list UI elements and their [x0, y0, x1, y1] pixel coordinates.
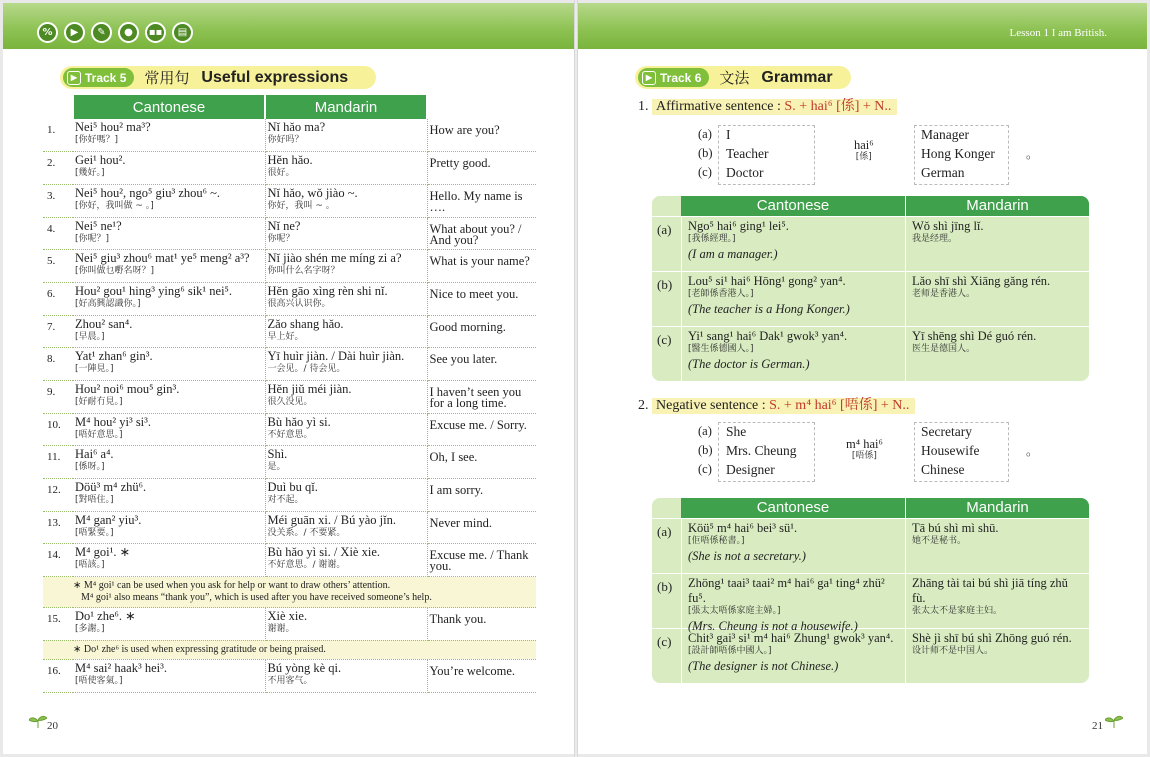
english-meaning: How are you? — [427, 119, 536, 152]
grammar-example-row: (c) Yi¹ sang¹ hai⁶ Dak¹ gwok³ yan⁴. [醫生係德國人。] (The doctor is German.) Yī shēng shì Dé guó rén. 医生是德国人。 — [652, 326, 1089, 381]
expression-row: 14. M⁴ goi¹. ∗ [唔該。] Bù hǎo yì si. / Xiè xie. 不好意思。/ 谢谢。 Excuse me. / Thank you. — [43, 544, 536, 577]
expressions-table — [43, 95, 537, 693]
play-icon: ▶ — [642, 71, 656, 85]
cantonese-characters: [唔使客氣。] — [75, 675, 123, 686]
cantonese-characters: [係呀。] — [75, 462, 105, 473]
english-meaning: Never mind. — [427, 511, 536, 544]
cantonese-characters: [唔該。] — [75, 560, 105, 571]
affirmative-nouns: Manager Hong Konger German — [921, 127, 995, 180]
lesson-title: Lesson 1 I am British. — [1009, 27, 1107, 39]
expression-row: 12. Döü³ m⁴ zhü⁶. [對唔住。] Duì bu qǐ. 对不起。 I am sorry. — [43, 479, 536, 512]
cantonese-romanization: Köü⁵ m⁴ hai⁶ bei³ sü¹. — [688, 521, 798, 535]
section-title-zh: 文法 — [719, 69, 750, 87]
english-meaning: See you later. — [427, 348, 536, 381]
cantonese-romanization: Zhöng¹ taai³ taai² m⁴ hai⁶ ga¹ ting⁴ zhü² fu⁵. — [688, 576, 885, 605]
cantonese-romanization: Yat¹ zhan⁶ gin³. — [75, 349, 153, 364]
toolbar — [37, 22, 193, 43]
cantonese-romanization: Nei⁵ hou² ma³? — [75, 120, 151, 134]
section-header-grammar — [635, 66, 851, 89]
mandarin-pinyin: Duì bu qǐ. — [267, 480, 318, 495]
cantonese-romanization: Yi¹ sang¹ hai⁶ Dak¹ gwok³ yan⁴. — [688, 329, 848, 343]
cantonese-characters: [早晨。] — [75, 331, 105, 342]
cantonese-romanization: Döü³ m⁴ zhü⁶. — [75, 480, 147, 495]
english-meaning: I haven’t seen you for a long time. — [427, 381, 536, 414]
mandarin-characters: 你呢？ — [267, 233, 295, 244]
cantonese-romanization: Nei⁵ giu³ zhou⁶ mat¹ ye⁵ meng² a³? — [75, 251, 250, 266]
cantonese-romanization: M⁴ goi¹. ∗ — [75, 545, 131, 560]
mandarin-characters: 谢谢。 — [267, 624, 295, 635]
english-translation: (The designer is not Chinese.) — [688, 659, 839, 673]
note-do-zhe: ∗ Do¹ zhe⁶ is used when expressing gratitude or being praised. — [43, 640, 536, 659]
pair-icon[interactable]: ▪▪ — [145, 22, 166, 43]
mandarin-characters: 对不起。 — [267, 495, 304, 506]
expression-row: 8. Yat¹ zhan⁶ gin³. [一陣見。] Yī huìr jiàn. / Dài huìr jiàn. 一会见。/ 待会见。 See you later. — [43, 348, 536, 381]
affirmative-verb: hai⁶ [係] — [854, 138, 874, 162]
english-meaning: What is your name? — [427, 250, 536, 283]
cantonese-characters: [你好，我叫做 ~ 。] — [75, 200, 154, 211]
grammar-example-row: (a) Köü⁵ m⁴ hai⁶ bei³ sü¹. [佢唔係秘書。] (She is not a secretary.) Tā bú shì mì shū. 她不是秘书。 — [652, 518, 1089, 573]
negative-heading: 2. Negative sentence : S. + m⁴ hai⁶ [唔係] + N.. — [638, 394, 915, 414]
percent-icon[interactable]: % — [37, 22, 58, 43]
mandarin-pinyin: Nǐ jiào shén me míng zi a? — [267, 251, 402, 266]
affirmative-labels: (a) (b) (c) — [698, 127, 713, 179]
page-number: 21 — [1092, 720, 1103, 732]
mandarin-characters: 很好。 — [267, 168, 295, 179]
mandarin-characters: 张太太不是家庭主妇。 — [912, 606, 1003, 616]
cantonese-characters: [幾好。] — [75, 168, 105, 179]
mandarin-pinyin: Yī huìr jiàn. / Dài huìr jiàn. — [267, 349, 405, 364]
mandarin-pinyin: Shì. — [267, 447, 288, 462]
mandarin-characters: 设计师不是中国人。 — [912, 646, 994, 656]
cantonese-characters: [張太太唔係家庭主婦。] — [688, 606, 781, 616]
mandarin-characters: 早上好。 — [267, 331, 304, 342]
english-meaning: Excuse me. / Sorry. — [427, 413, 536, 446]
cantonese-romanization: Gei¹ hou². — [75, 153, 126, 168]
top-banner — [578, 3, 1147, 49]
mandarin-pinyin: Bú yòng kè qi. — [267, 660, 342, 675]
cantonese-characters: [你呢？] — [75, 233, 110, 244]
mandarin-characters: 没关系。/ 不要紧。 — [267, 527, 346, 538]
negative-examples: Cantonese Mandarin (a) Köü⁵ m⁴ hai⁶ bei³ sü¹. [佢唔係秘書。] (She is not a secretary.) Tā bú shì mì shū. 她不是秘书。 (b) Zhöng¹ taai³ taai² m⁴ hai⁶ ga¹ ting⁴ zhü² fu⁵. [張太太唔係家庭主婦。] (Mrs. Cheung is not a housewife.) Zhāng tài tai bú shì jiā tíng zhǔ fù. 张太太不是家庭主妇。 (c) Chit³ gai³ si¹ m⁴ hai⁶ Zhung¹ gwok³ yan⁴. [設計師唔係中國人。] (The designer is not Chinese.) Shè jì shī bú shì Zhōng guó rén. 设计师不是中国人。 — [652, 498, 1089, 683]
mandarin-pinyin: Nǐ ne? — [267, 218, 301, 233]
section-header-expressions — [60, 66, 376, 89]
expression-row: 16. M⁴ sai² haak³ hei³. [唔使客氣。] Bú yòng kè qi. 不用客气。 You’re welcome. — [43, 659, 536, 692]
play-icon[interactable]: ▶ — [64, 22, 85, 43]
negative-subjects: She Mrs. Cheung Designer — [726, 424, 797, 477]
cantonese-romanization: M⁴ gan² yiu³. — [75, 512, 142, 527]
expression-row: 13. M⁴ gan² yiu³. [唔緊要。] Méi guān xi. / Bú yào jǐn. 没关系。/ 不要紧。 Never mind. — [43, 511, 536, 544]
cantonese-romanization: Ngo⁵ hai⁶ ging¹ lei⁵. — [688, 219, 789, 233]
cantonese-characters: [一陣見。] — [75, 364, 114, 375]
mandarin-characters: 老师是香港人。 — [912, 289, 976, 299]
grammar-example-row: (b) Lou⁵ si¹ hai⁶ Hōng¹ gong² yan⁴. [老師係香港人。] (The teacher is a Hong Konger.) Lǎo shī shì Xiāng gǎng rén. 老师是香港人。 — [652, 271, 1089, 326]
english-translation: (Mrs. Cheung is not a housewife.) — [688, 619, 858, 633]
cantonese-characters: [佢唔係秘書。] — [688, 536, 745, 546]
expression-row: 6. Hou² gou¹ hing³ ying⁶ sik¹ nei⁵. [好高興認識你。] Hěn gāo xìng rèn shi nǐ. 很高兴认识你。 Nice to meet you. — [43, 282, 536, 315]
english-meaning: Nice to meet you. — [427, 282, 536, 315]
mandarin-characters: 我是经理。 — [912, 234, 958, 244]
mandarin-pinyin: Hěn hǎo. — [267, 153, 313, 168]
expression-row: 7. Zhou² san⁴. [早晨。] Zǎo shang hǎo. 早上好。 Good morning. — [43, 315, 536, 348]
cantonese-characters: [你好嗎？] — [75, 135, 119, 145]
grammar-example-row: (c) Chit³ gai³ si¹ m⁴ hai⁶ Zhung¹ gwok³ yan⁴. [設計師唔係中國人。] (The designer is not Chinese.) Shè jì shī bú shì Zhōng guó rén. 设计师不是中国人。 — [652, 628, 1089, 683]
pen-icon[interactable]: ✎ — [91, 22, 112, 43]
mandarin-pinyin: Wǒ shì jīng lǐ. — [912, 219, 984, 233]
expression-row: 9. Hou² noi⁶ mou⁵ gin³. [好耐冇見。] Hěn jiǔ méi jiàn. 很久没见。 I haven’t seen you for a long time. — [43, 381, 536, 414]
cantonese-characters: [唔緊要。] — [75, 527, 114, 538]
mandarin-characters: 你叫什么名字呀？ — [267, 266, 340, 277]
cantonese-romanization: M⁴ sai² haak³ hei³. — [75, 660, 167, 675]
col-header-cantonese: Cantonese — [73, 95, 265, 119]
english-meaning: I am sorry. — [427, 479, 536, 512]
page-number: 20 — [47, 720, 58, 732]
mandarin-characters: 她不是秘书。 — [912, 536, 967, 546]
affirmative-examples: Cantonese Mandarin (a) Ngo⁵ hai⁶ ging¹ lei⁵. [我係經理。] (I am a manager.) Wǒ shì jīng lǐ. 我是经理。 (b) Lou⁵ si¹ hai⁶ Hōng¹ gong² yan⁴. [老師係香港人。] (The teacher is a Hong Konger.) Lǎo shī shì Xiāng gǎng rén. 老师是香港人。 (c) Yi¹ sang¹ hai⁶ Dak¹ gwok³ yan⁴. [醫生係德國人。] (The doctor is German.) Yī shēng shì Dé guó rén. 医生是德国人。 — [652, 196, 1089, 381]
mandarin-pinyin: Nǐ hǎo ma? — [267, 120, 326, 134]
mandarin-characters: 不好意思。/ 谢谢。 — [267, 560, 346, 571]
expression-row: 11. Hai⁶ a⁴. [係呀。] Shì. 是。 Oh, I see. — [43, 446, 536, 479]
sprout-icon — [1105, 714, 1123, 728]
english-translation: (The teacher is a Hong Konger.) — [688, 302, 850, 316]
col-header-mandarin: Mandarin — [265, 95, 427, 119]
cantonese-romanization: Hou² gou¹ hing³ ying⁶ sik¹ nei⁵. — [75, 283, 233, 298]
mandarin-pinyin: Zhāng tài tai bú shì jiā tíng zhǔ fù. — [912, 576, 1068, 605]
cantonese-characters: [我係經理。] — [688, 234, 736, 244]
cantonese-romanization: Do¹ zhe⁶. ∗ — [75, 609, 136, 624]
mandarin-pinyin: Xiè xie. — [267, 609, 308, 624]
english-meaning: Excuse me. / Thank you. — [427, 544, 536, 577]
cantonese-romanization: Hou² noi⁶ mou⁵ gin³. — [75, 382, 180, 396]
mandarin-pinyin: Tā bú shì mì shū. — [912, 521, 999, 535]
left-page — [3, 3, 574, 754]
sprout-icon — [29, 714, 47, 728]
book-icon[interactable]: ▤ — [172, 22, 193, 43]
english-translation: (The doctor is German.) — [688, 357, 810, 371]
english-translation: (I am a manager.) — [688, 247, 778, 261]
expression-row: 2. Gei¹ hou². [幾好。] Hěn hǎo. 很好。 Pretty good. — [43, 152, 536, 185]
cantonese-characters: [好耐冇見。] — [75, 397, 123, 407]
expression-row: 4. Nei⁵ ne¹? [你呢？] Nǐ ne? 你呢？ What about you? / And you? — [43, 217, 536, 250]
expression-row: 3. Nei⁵ hou², ngo⁵ giu³ zhou⁶ ~. [你好，我叫做 ~ 。] Nǐ hǎo, wǒ jiào ~. 你好，我叫 ~ 。 Hello. My name is …. — [43, 184, 536, 217]
english-meaning: You’re welcome. — [427, 659, 536, 692]
section-title-zh: 常用句 — [144, 69, 190, 87]
grammar-example-row: (b) Zhöng¹ taai³ taai² m⁴ hai⁶ ga¹ ting⁴ zhü² fu⁵. [張太太唔係家庭主婦。] (Mrs. Cheung is not a housewife.) Zhāng tài tai bú shì jiā tíng zhǔ fù. 张太太不是家庭主妇。 — [652, 573, 1089, 628]
english-meaning: What about you? / And you? — [427, 217, 536, 250]
mandarin-characters: 是。 — [267, 462, 286, 473]
cantonese-romanization: Hai⁶ a⁴. — [75, 447, 114, 462]
mandarin-pinyin: Bù hǎo yì si. — [267, 414, 331, 429]
english-meaning: Oh, I see. — [427, 446, 536, 479]
negative-nouns: Secretary Housewife Chinese — [921, 424, 980, 477]
cantonese-characters: [設計師唔係中國人。] — [688, 646, 772, 656]
mandarin-characters: 医生是德国人。 — [912, 344, 976, 354]
mandarin-characters: 你好吗？ — [267, 135, 304, 145]
expression-row: 1. Nei⁵ hou² ma³? [你好嗎？] Nǐ hǎo ma? 你好吗？ How are you? — [43, 119, 536, 152]
expression-row: 5. Nei⁵ giu³ zhou⁶ mat¹ ye⁵ meng² a³? [你叫做乜嘢名呀？] Nǐ jiào shén me míng zi a? 你叫什么名字呀？ What is your name? — [43, 250, 536, 283]
mandarin-pinyin: Hěn gāo xìng rèn shi nǐ. — [267, 283, 388, 298]
cantonese-characters: [多謝。] — [75, 624, 105, 635]
cantonese-characters: [老師係香港人。] — [688, 289, 754, 299]
english-meaning: Hello. My name is …. — [427, 184, 536, 217]
affirmative-subjects: I Teacher Doctor — [726, 127, 769, 180]
section-title-en: Grammar — [761, 68, 833, 86]
cantonese-characters: [唔好意思。] — [75, 429, 123, 440]
negative-labels: (a) (b) (c) — [698, 424, 713, 476]
grammar-example-row: (a) Ngo⁵ hai⁶ ging¹ lei⁵. [我係經理。] (I am a manager.) Wǒ shì jīng lǐ. 我是经理。 — [652, 216, 1089, 271]
english-meaning: Good morning. — [427, 315, 536, 348]
track-button[interactable]: ▶ Track 6 — [638, 68, 709, 87]
cantonese-characters: [好高興認識你。] — [75, 298, 141, 309]
track-button[interactable]: ▶ Track 5 — [63, 68, 134, 87]
mandarin-pinyin: Méi guān xi. / Bú yào jǐn. — [267, 512, 396, 527]
english-meaning: Pretty good. — [427, 152, 536, 185]
cantonese-romanization: Nei⁵ ne¹? — [75, 218, 122, 233]
right-page: Lesson 1 I am British. ▶ Track 6 文法 Grammar 1. Affirmative sentence : S. + hai⁶ [係] + N.. (a) (b) (c) I Teacher Doctor hai⁶ [係] Manager Hong Konger German 。 Cantonese Mandarin (a) Ngo⁵ hai⁶ ging¹ lei⁵. [我係經理。] (I am a manager.) Wǒ shì jīng lǐ. 我是经理。 (b) Lou⁵ si¹ hai⁶ Hōng¹ gong² yan⁴. [老師係香港人。] (The teacher is a Hong Konger.) Lǎo shī shì Xiāng gǎng rén. 老师是香港人。 (c) Yi¹ sang¹ hai⁶ Dak¹ gwok³ yan⁴. [醫生係德國人。] (The doctor is German.) Yī shēng shì Dé guó rén. 医生是德国人。 2. Negative sentence : S. + m⁴ hai⁶ [唔係] + N.. (a) (b) (c) She Mrs. Cheung Designer m⁴ hai⁶ [唔係] Secretary Housewife Chinese 。 Cantonese Mandarin (a) Köü⁵ m⁴ hai⁶ bei³ sü¹. [佢唔係秘書。] (She is not a secretary.) Tā bú shì mì shū. 她不是秘书。 (b) Zhöng¹ taai³ taai² m⁴ hai⁶ ga¹ ting⁴ zhü² fu⁵. [張太太唔係家庭主婦。] (Mrs. Cheung is not a housewife.) Zhāng tài tai bú shì jiā tíng zhǔ fù. 张太太不是家庭主妇。 (c) Chit³ gai³ si¹ m⁴ hai⁶ Zhung¹ gwok³ yan⁴. [設計師唔係中國人。] (The designer is not Chinese.) Shè jì shī bú shì Zhōng guó rén. 设计师不是中国人。 21 — [578, 3, 1147, 754]
negative-verb: m⁴ hai⁶ [唔係] — [846, 437, 883, 461]
expression-row: 15. Do¹ zhe⁶. ∗ [多謝。] Xiè xie. 谢谢。 Thank you. — [43, 608, 536, 641]
cantonese-characters: [你叫做乜嘢名呀？] — [75, 266, 155, 277]
record-icon[interactable]: ● — [118, 22, 139, 43]
section-title-en: Useful expressions — [201, 68, 349, 86]
mandarin-characters: 很久没见。 — [267, 397, 313, 407]
english-translation: (She is not a secretary.) — [688, 549, 806, 563]
mandarin-pinyin: Nǐ hǎo, wǒ jiào ~. — [267, 185, 358, 200]
cantonese-characters: [醫生係德國人。] — [688, 344, 754, 354]
cantonese-romanization: Chit³ gai³ si¹ m⁴ hai⁶ Zhung¹ gwok³ yan⁴. — [688, 631, 894, 645]
mandarin-characters: 你好，我叫 ~ 。 — [267, 200, 335, 211]
cantonese-characters: [對唔住。] — [75, 495, 114, 506]
play-icon: ▶ — [67, 71, 81, 85]
note-m-goi: ∗ M⁴ goi¹ can be used when you ask for help or want to draw others’ attention. M⁴ goi¹ also means “thank you”, which is used after you have received someone’s help. — [43, 577, 536, 608]
mandarin-pinyin: Zǎo shang hǎo. — [267, 316, 344, 331]
mandarin-pinyin: Lǎo shī shì Xiāng gǎng rén. — [912, 274, 1051, 288]
mandarin-characters: 一会见。/ 待会见。 — [267, 364, 346, 375]
mandarin-pinyin: Bù hǎo yì si. / Xiè xie. — [267, 545, 380, 560]
affirmative-heading: 1. Affirmative sentence : S. + hai⁶ [係] + N.. — [638, 95, 897, 115]
expression-row: 10. M⁴ hou² yi³ si³. [唔好意思。] Bù hǎo yì si. 不好意思。 Excuse me. / Sorry. — [43, 413, 536, 446]
mandarin-characters: 很高兴认识你。 — [267, 298, 331, 309]
mandarin-pinyin: Yī shēng shì Dé guó rén. — [912, 329, 1037, 343]
mandarin-pinyin: Hěn jiǔ méi jiàn. — [267, 382, 352, 396]
cantonese-romanization: Lou⁵ si¹ hai⁶ Hōng¹ gong² yan⁴. — [688, 274, 846, 288]
mandarin-pinyin: Shè jì shī bú shì Zhōng guó rén. — [912, 631, 1072, 645]
cantonese-romanization: Zhou² san⁴. — [75, 316, 133, 331]
english-meaning: Thank you. — [427, 608, 536, 641]
cantonese-romanization: Nei⁵ hou², ngo⁵ giu³ zhou⁶ ~. — [75, 185, 221, 200]
cantonese-romanization: M⁴ hou² yi³ si³. — [75, 414, 152, 429]
mandarin-characters: 不用客气。 — [267, 675, 313, 686]
mandarin-characters: 不好意思。 — [267, 429, 313, 440]
